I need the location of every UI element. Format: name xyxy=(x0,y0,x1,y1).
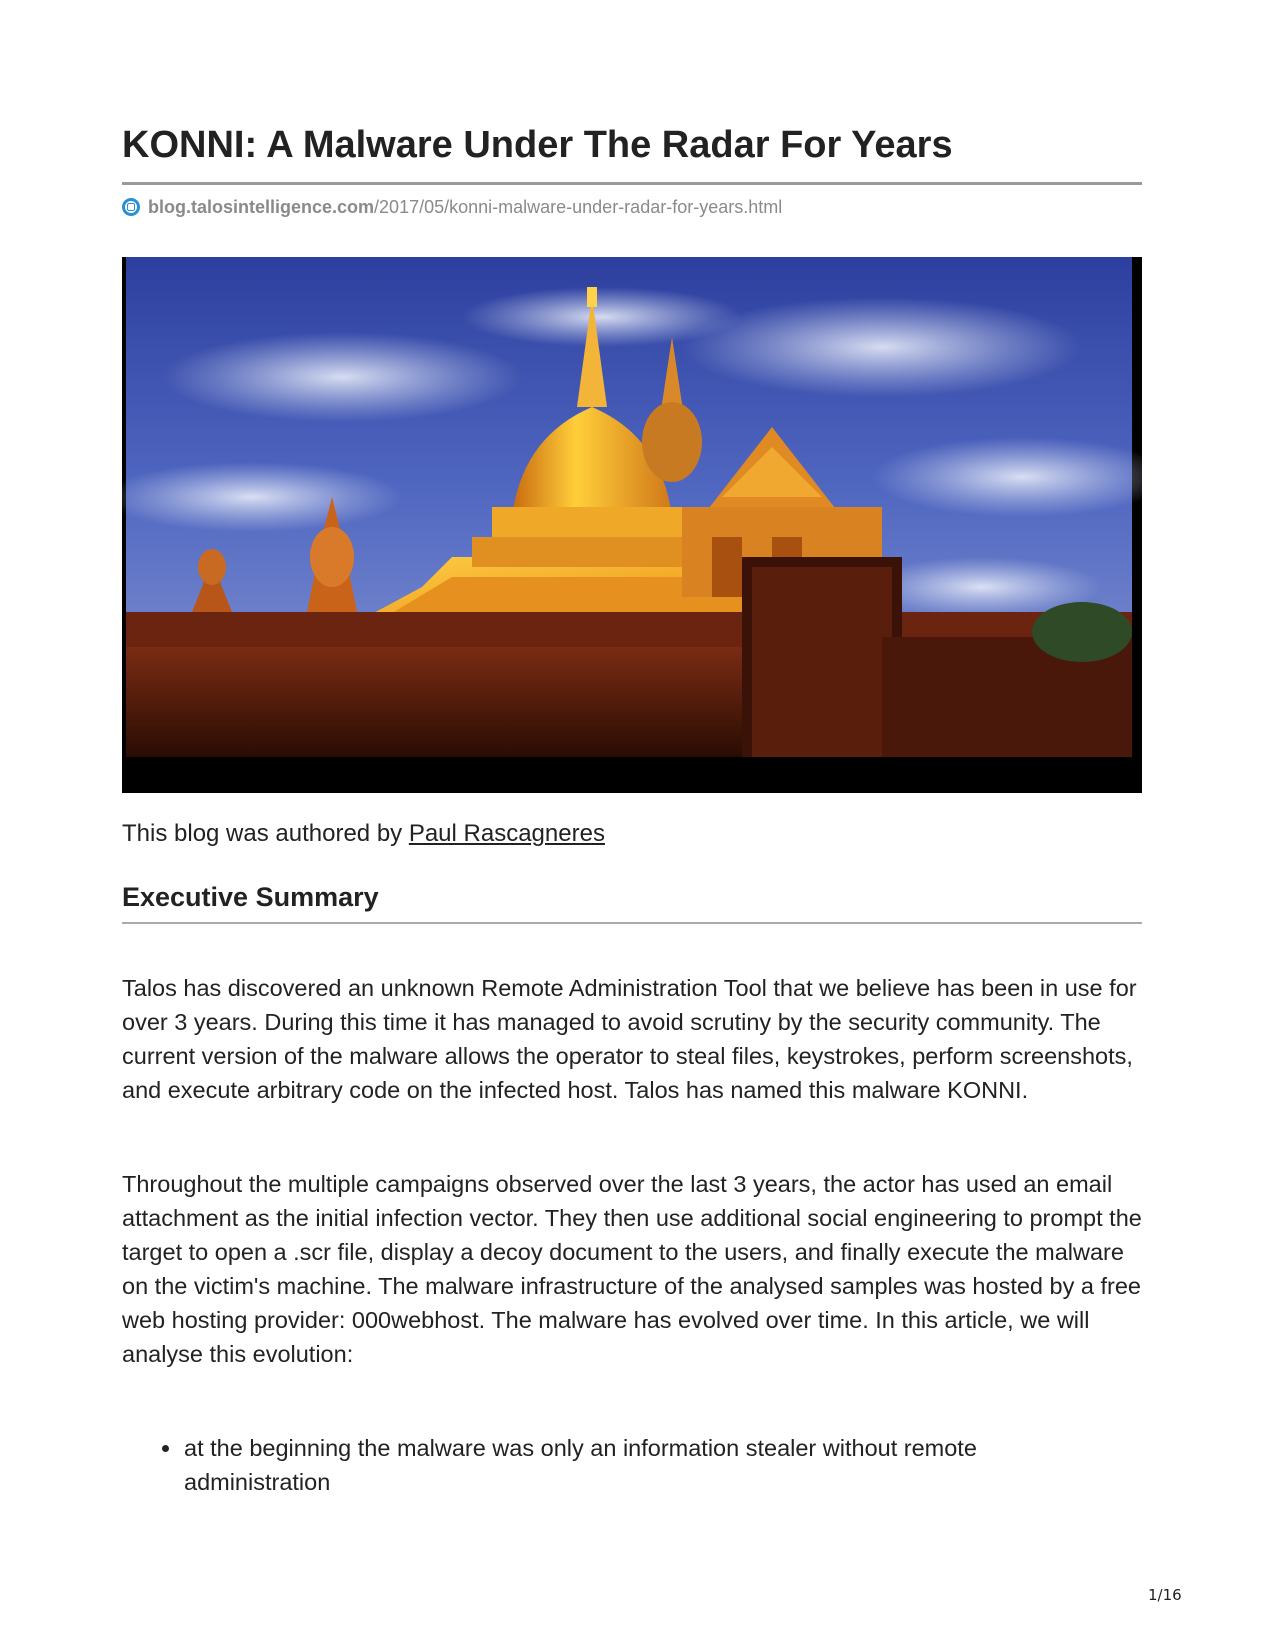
title-divider xyxy=(122,182,1142,185)
source-url[interactable] xyxy=(122,194,782,220)
section-heading: Executive Summary xyxy=(122,882,379,912)
evolution-list xyxy=(122,1431,1142,1499)
byline-prefix: This blog was authored by xyxy=(122,820,409,847)
list-item: at the beginning the malware was only an information stealer without remote administration xyxy=(184,1431,1142,1499)
source-path[interactable]: /2017/05/konni-malware-under-radar-for-years.html xyxy=(374,196,783,217)
byline xyxy=(122,820,605,848)
section-divider xyxy=(122,922,1142,924)
globe-icon xyxy=(122,198,140,216)
paragraph: Talos has discovered an unknown Remote Administration Tool that we believe has been in use for over 3 years. During this time it has managed to avoid scrutiny by the security community. The current version of the malware allows the operator to steal files, keystrokes, perform screenshots, and execute arbitrary code on the infected host. Talos has named this malware KONNI. xyxy=(122,975,1137,1103)
hero-image-temple xyxy=(122,257,1142,793)
author-link[interactable]: Paul Rascagneres xyxy=(408,820,605,847)
source-domain[interactable]: blog.talosintelligence.com xyxy=(148,196,375,217)
article-title: KONNI: A Malware Under The Radar For Years xyxy=(122,124,953,166)
paragraph: Throughout the multiple campaigns observed over the last 3 years, the actor has used an email attachment as the initial infection vector. They then use additional social engineering to prompt the target to open a .scr file, display a decoy document to the users, and finally execute the malware on the victim's machine. The malware infrastructure of the analysed samples was hosted by a free web hosting provider: 000webhost. The malware has evolved over time. In this article, we will analyse this evolution: xyxy=(122,1171,1142,1367)
page-number: 1/16 xyxy=(1148,1586,1182,1604)
temple-illustration xyxy=(122,257,1142,793)
